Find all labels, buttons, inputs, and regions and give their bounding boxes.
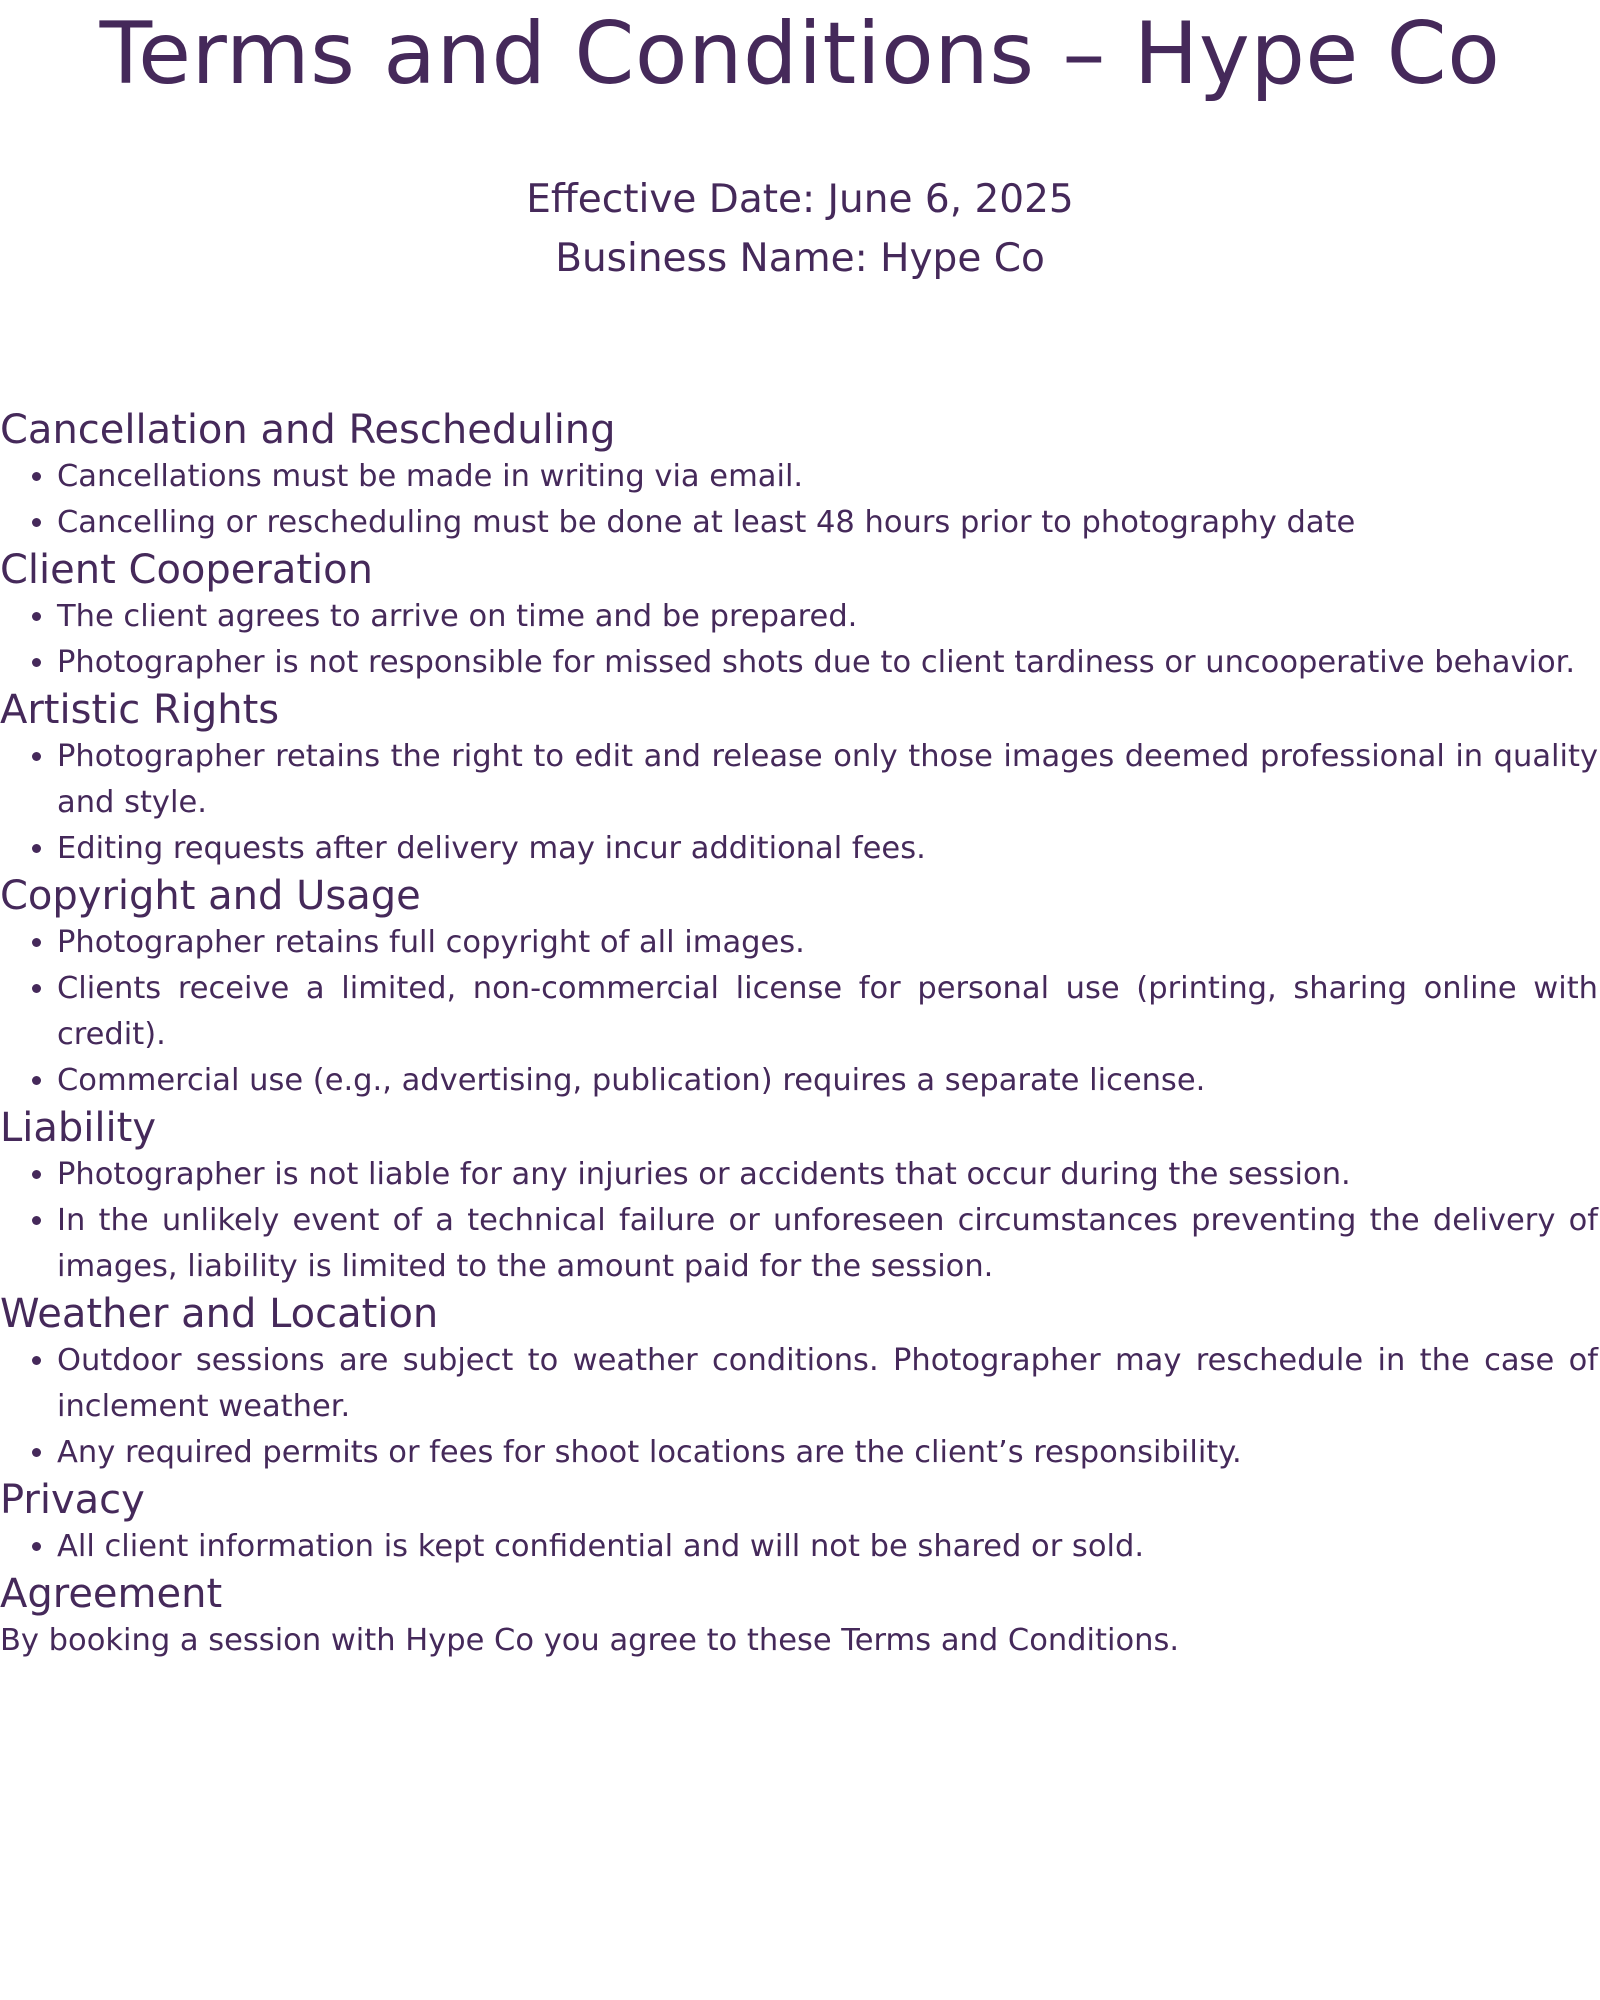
- section-heading: Privacy: [0, 1477, 145, 1523]
- bullet-list: [0, 454, 1598, 546]
- list-item: • The client agrees to arrive on time and be prepared.: [57, 594, 1598, 640]
- section-heading: Artistic Rights: [0, 687, 280, 733]
- bullet-list: [0, 734, 1598, 872]
- agreement-text: By booking a session with Hype Co you agree to these Terms and Conditions.: [0, 1623, 1180, 1658]
- terms-content: [0, 406, 1598, 1664]
- list-item: • Any required permits or fees for shoot locations are the client’s responsibility.: [57, 1430, 1598, 1476]
- list-item: • Photographer retains the right to edit and release only those images deemed professional in quality and style.: [57, 734, 1598, 826]
- list-item: • Photographer is not responsible for missed shots due to client tardiness or uncooperative behavior.: [57, 640, 1598, 686]
- section-agreement: [0, 1570, 1598, 1664]
- list-item: • Cancelling or rescheduling must be done at least 48 hours prior to photography date: [57, 500, 1598, 546]
- section-liability: [0, 1104, 1598, 1290]
- list-item: • Clients receive a limited, non-commercial license for personal use (printing, sharing online with credit).: [57, 966, 1598, 1058]
- effective-date: Effective Date: June 6, 2025: [526, 177, 1074, 222]
- list-item: • Commercial use (e.g., advertising, publication) requires a separate license.: [57, 1058, 1598, 1104]
- page-title: Terms and Conditions – Hype Co: [99, 4, 1501, 104]
- bullet-list: [0, 1152, 1598, 1290]
- list-item: • Cancellations must be made in writing via email.: [57, 454, 1598, 500]
- section-privacy: [0, 1476, 1598, 1570]
- section-heading: Cancellation and Rescheduling: [0, 407, 616, 453]
- section-heading: Liability: [0, 1105, 156, 1151]
- section-heading: Client Cooperation: [0, 547, 373, 593]
- section-copyright-usage: [0, 872, 1598, 1104]
- bullet-list: [0, 1524, 1598, 1570]
- document-meta: [0, 170, 1600, 288]
- bullet-list: [0, 594, 1598, 686]
- list-item: • Editing requests after delivery may incur additional fees.: [57, 826, 1598, 872]
- list-item: • All client information is kept confidential and will not be shared or sold.: [57, 1524, 1598, 1570]
- bullet-list: [0, 920, 1598, 1104]
- section-heading: Agreement: [0, 1571, 223, 1617]
- list-item: • Outdoor sessions are subject to weather conditions. Photographer may reschedule in the case of inclement weather.: [57, 1338, 1598, 1430]
- section-cancellation: [0, 406, 1598, 546]
- section-weather-location: [0, 1290, 1598, 1476]
- list-item: • Photographer retains full copyright of all images.: [57, 920, 1598, 966]
- list-item: • Photographer is not liable for any injuries or accidents that occur during the session.: [57, 1152, 1598, 1198]
- section-artistic-rights: [0, 686, 1598, 872]
- section-heading: Copyright and Usage: [0, 873, 421, 919]
- section-client-cooperation: [0, 546, 1598, 686]
- list-item: • In the unlikely event of a technical failure or unforeseen circumstances preventing the delivery of images, liability is limited to the amount paid for the session.: [57, 1198, 1598, 1290]
- section-heading: Weather and Location: [0, 1291, 439, 1337]
- bullet-list: [0, 1338, 1598, 1476]
- business-name: Business Name: Hype Co: [555, 236, 1045, 281]
